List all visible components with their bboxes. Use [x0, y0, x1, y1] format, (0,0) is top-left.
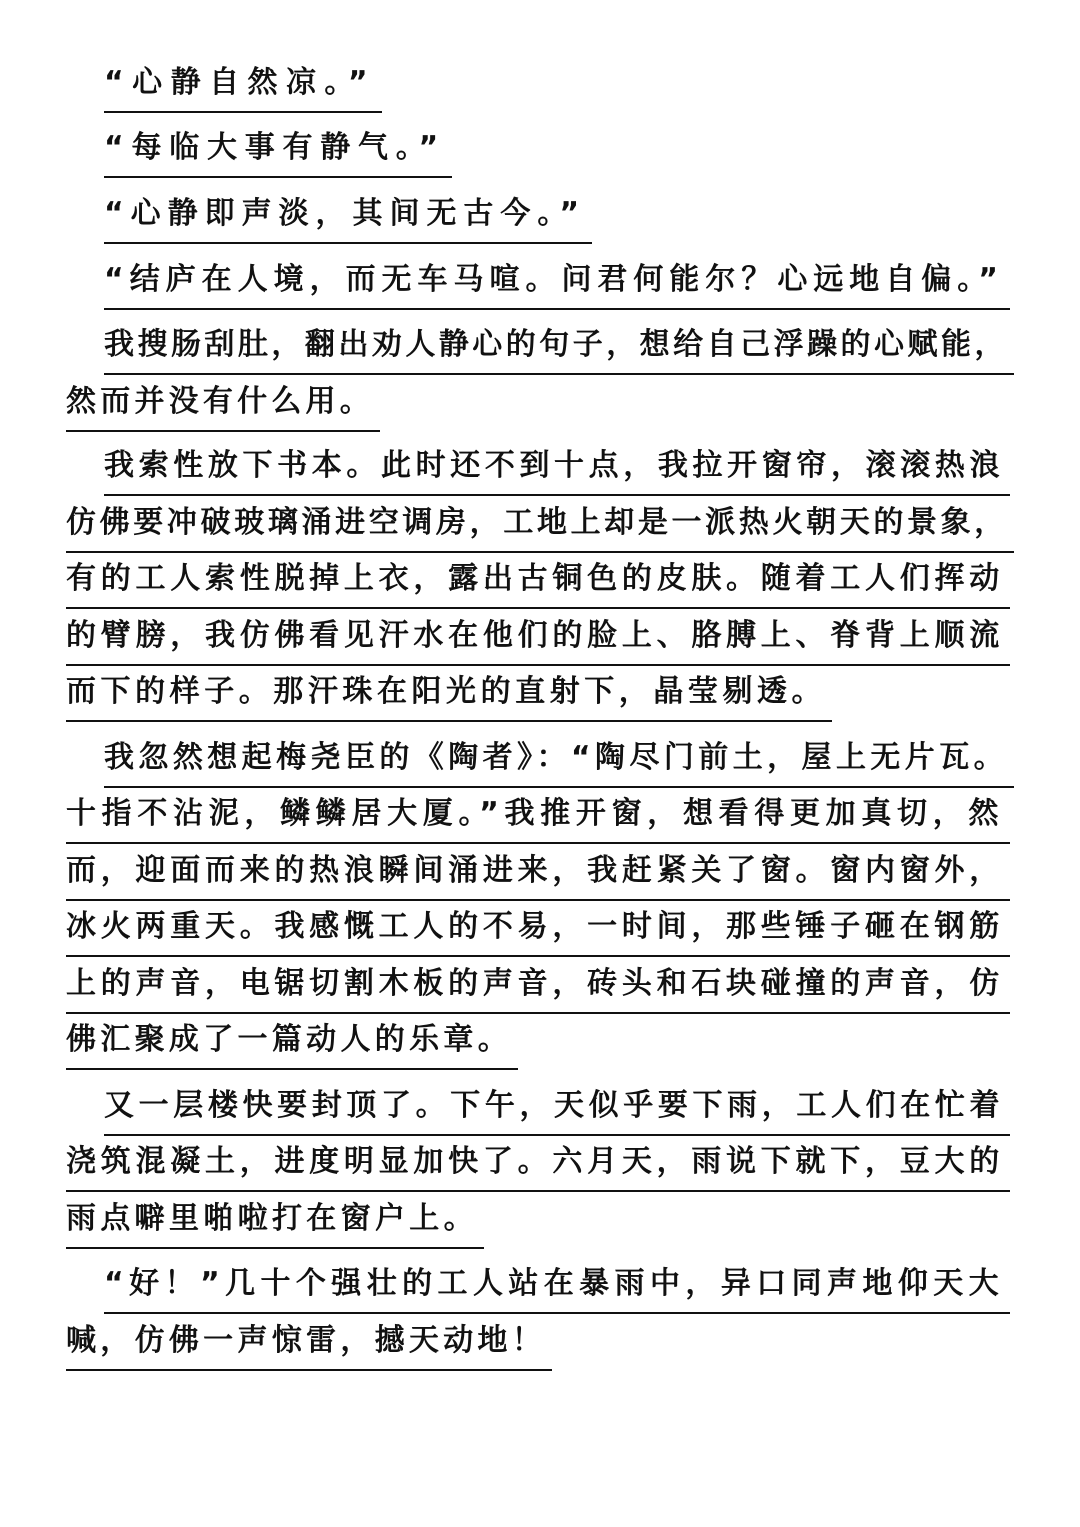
text-line: “心静即声淡，其间无古今。”: [104, 194, 592, 244]
text-line: “好！”几十个强壮的工人站在暴雨中，异口同声地仰天大: [104, 1264, 1010, 1314]
text-line: 我索性放下书本。此时还不到十点，我拉开窗帘，滚滚热浪: [104, 446, 1010, 496]
text-line: 又一层楼快要封顶了。下午，天似乎要下雨，工人们在忙着: [104, 1086, 1010, 1136]
text-line: 上的声音，电锯切割木板的声音，砖头和石块碰撞的声音，仿: [66, 964, 1010, 1014]
text-line: 然而并没有什么用。: [66, 382, 380, 432]
text-line: “每临大事有静气。”: [104, 128, 452, 178]
text-line: 有的工人索性脱掉上衣，露出古铜色的皮肤。随着工人们挥动: [66, 559, 1010, 609]
text-line: 喊，仿佛一声惊雷，撼天动地！: [66, 1321, 552, 1371]
text-line: 浇筑混凝土，进度明显加快了。六月天，雨说下就下，豆大的: [66, 1142, 1010, 1192]
text-line: 而，迎面而来的热浪瞬间涌进来，我赶紧关了窗。窗内窗外，: [66, 851, 1010, 901]
text-line: “结庐在人境，而无车马喧。问君何能尔？心远地自偏。”: [104, 260, 1010, 310]
text-line: 仿佛要冲破玻璃涌进空调房，工地上却是一派热火朝天的景象，: [66, 503, 1014, 553]
text-line: 我忽然想起梅尧臣的《陶者》：“陶尽门前土，屋上无片瓦。: [104, 738, 1014, 788]
text-line: “心静自然凉。”: [104, 63, 382, 113]
text-line: 我搜肠刮肚，翻出劝人静心的句子，想给自己浮躁的心赋能，: [104, 325, 1014, 375]
text-line: 雨点噼里啪啦打在窗户上。: [66, 1199, 484, 1249]
text-line: 的臂膀，我仿佛看见汗水在他们的脸上、胳膊上、脊背上顺流: [66, 616, 1010, 666]
text-line: 冰火两重天。我感慨工人的不易，一时间，那些锤子砸在钢筋: [66, 907, 1010, 957]
text-line: 佛汇聚成了一篇动人的乐章。: [66, 1020, 518, 1070]
text-line: 而下的样子。那汗珠在阳光的直射下，晶莹剔透。: [66, 672, 832, 722]
text-line: 十指不沾泥，鳞鳞居大厦。”我推开窗，想看得更加真切，然: [66, 794, 1010, 844]
